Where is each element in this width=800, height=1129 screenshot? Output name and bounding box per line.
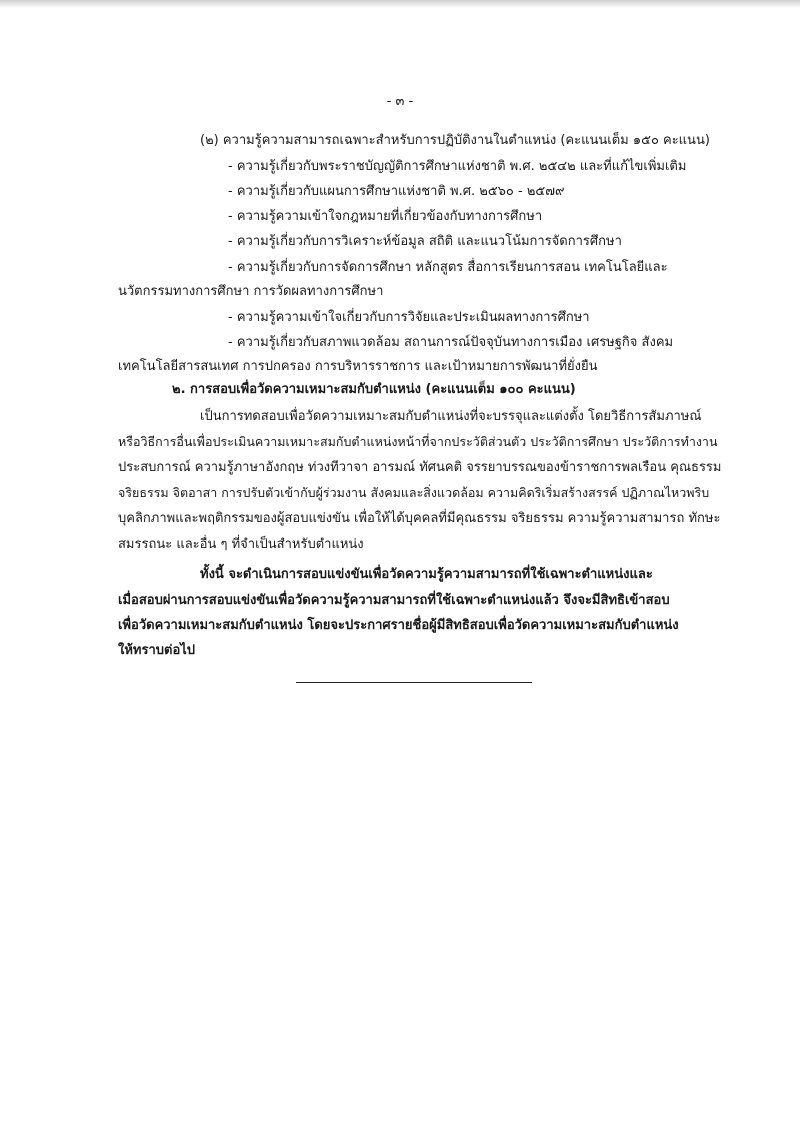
list-item: - ความรู้เกี่ยวกับแผนการศึกษาแห่งชาติ พ.ศ. ๒๕๖๐ - ๒๕๗๙ [228,184,565,199]
paragraph-line: สมรรถนะ และอื่น ๆ ที่จำเป็นสำหรับตำแหน่ง [118,537,364,552]
list-item: - ความรู้เกี่ยวกับสภาพแวดล้อม สถานการณ์ปัจจุบันทางการเมือง เศรษฐกิจ สังคม [228,335,674,350]
closing-line: เพื่อวัดความเหมาะสมกับตำแหน่ง โดยจะประกาศรายชื่อผู้มีสิทธิสอบเพื่อวัดความเหมาะสมกับตำแหน่ง [118,618,679,633]
scan-top-edge [0,0,800,8]
closing-line: ทั้งนี้ จะดำเนินการสอบแข่งขันเพื่อวัดความรู้ความสามารถที่ใช้เฉพาะตำแหน่งและ [200,567,653,582]
list-item: - ความรู้เกี่ยวกับการจัดการศึกษา หลักสูตร สื่อการเรียนการสอน เทคโนโลยีและ [228,260,668,275]
list-item: - ความรู้เกี่ยวกับการวิเคราะห์ข้อมูล สถิติ และแนวโน้มการจัดการศึกษา [228,234,622,249]
closing-line: เมื่อสอบผ่านการสอบแข่งขันเพื่อวัดความรู้ความสามารถที่ใช้เฉพาะตำแหน่งแล้ว จึงจะมีสิทธิเข้าสอบ [118,593,670,608]
section-heading: ๒. การสอบเพื่อวัดความเหมาะสมกับตำแหน่ง (คะแนนเต็ม ๑๐๐ คะแนน) [172,382,576,397]
closing-line: ให้ทราบต่อไป [118,643,196,658]
list-item: - ความรู้ความเข้าใจเกี่ยวกับการวิจัยและประเมินผลทางการศึกษา [228,310,590,325]
paragraph-line: เป็นการทดสอบเพื่อวัดความเหมาะสมกับตำแหน่งที่จะบรรจุและแต่งตั้ง โดยวิธีการสัมภาษณ์ [200,409,702,424]
paragraph-line: บุคลิกภาพและพฤติกรรมของผู้สอบแข่งขัน เพื่อให้ได้บุคคลที่มีคุณธรรม จริยธรรม ความรู้ความสามารถ ทักษะ [118,511,721,526]
paragraph-line: หรือวิธีการอื่นเพื่อประเมินความเหมาะสมกับตำแหน่งหน้าที่จากประวัติส่วนตัว ประวัติการศึกษา ประวัติการทำงาน [118,434,718,449]
paragraph-line: จริยธรรม จิตอาสา การปรับตัวเข้ากับผู้ร่วมงาน สังคมและสิ่งแวดล้อม ความคิดริเริ่มสร้างสรรค์ ปฏิภาณไหวพริบ [118,485,710,500]
list-item-continuation: เทคโนโลยีสารสนเทศ การปกครอง การบริหารราชการ และเป้าหมายการพัฒนาที่ยั่งยืน [118,359,598,374]
end-divider [296,682,532,683]
list-item-continuation: นวัตกรรมทางการศึกษา การวัดผลทางการศึกษา [118,284,384,299]
section-heading: (๒) ความรู้ความสามารถเฉพาะสำหรับการปฏิบัติงานในตำแหน่ง (คะแนนเต็ม ๑๕๐ คะแนน) [200,133,710,148]
page-number: - ๓ - [386,94,414,109]
list-item: - ความรู้ความเข้าใจกฎหมายที่เกี่ยวข้องกับทางการศึกษา [228,209,543,224]
list-item: - ความรู้เกี่ยวกับพระราชบัญญัติการศึกษาแห่งชาติ พ.ศ. ๒๕๔๒ และที่แก้ไขเพิ่มเติม [228,159,687,174]
paragraph-line: ประสบการณ์ ความรู้ภาษาอังกฤษ ท่วงทีวาจา อารมณ์ ทัศนคติ จรรยาบรรณของข้าราชการพลเรือน คุณธรรม [118,460,722,475]
